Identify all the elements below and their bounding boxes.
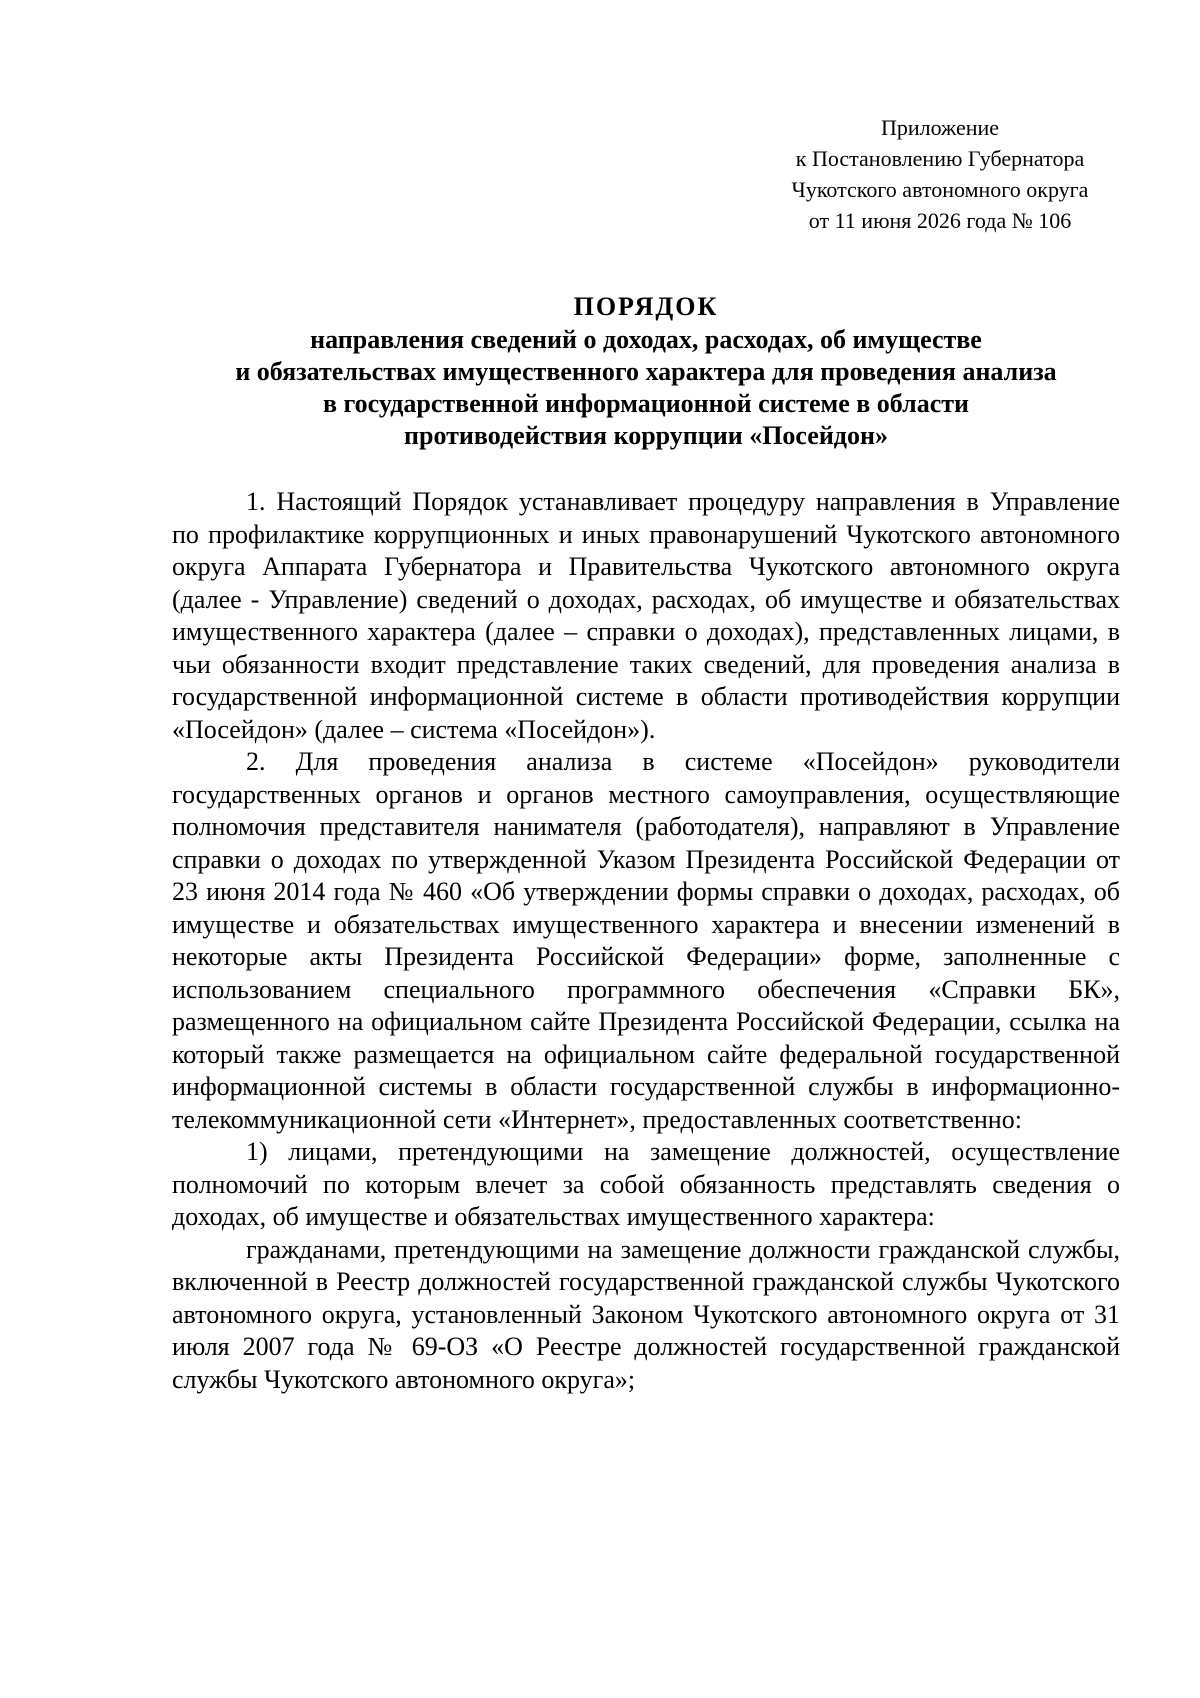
document-subtitle xyxy=(172,324,1120,452)
paragraph-2: 2. Для проведения анализа в системе «Посейдон» руководители государственных органов и органов местного самоуправления, осуществляющие полномочия представителя нанимателя (работодателя), направляют в Управление справки о доходах по утвержденной Указом Президента Российской Федерации от 23 июня 2014 года № 460 «Об утверждении формы справки о доходах, расходах, об имуществе и обязательствах имущественного характера и внесении изменений в некоторые акты Президента Российской Федерации» форме, заполненные с использованием специального программного обеспечения «Справки БК», размещенного на официальном сайте Президента Российской Федерации, ссылка на который также размещается на официальном сайте федеральной государственной информационной системы в области государственной службы в информационно-телекоммуникационной сети «Интернет», предоставленных соответственно: xyxy=(172,747,1120,1134)
document-title: ПОРЯДОК xyxy=(573,292,719,321)
appendix-resolution-ref: к Постановлению Губернатора xyxy=(795,146,1085,171)
appendix-date-number: от 11 июня 2026 года № 106 xyxy=(808,208,1072,233)
paragraph-1: 1. Настоящий Порядок устанавливает процедуру направления в Управление по профилактике коррупционных и иных правонарушений Чукотского автономного округа Аппарата Губернатора и Правительства Чукотского автономного округа (далее - Управление) сведений о доходах, расходах, об имуществе и обязательствах имущественного характера (далее – справки о доходах), представленных лицами, в чьи обязанности входит представление таких сведений, для проведения анализа в государственной информационной системе в области противодействия коррупции «Посейдон» (далее – система «Посейдон»). xyxy=(172,487,1120,744)
subtitle-line-1: направления сведений о доходах, расходах, об имуществе xyxy=(310,325,982,354)
appendix-label: Приложение xyxy=(880,115,1000,140)
title-block xyxy=(172,290,1120,452)
subtitle-line-4: противодействия коррупции «Посейдон» xyxy=(404,421,888,450)
subtitle-line-2: и обязательствах имущественного характера для проведения анализа xyxy=(235,357,1057,386)
paragraph-2-item-1-citizens: гражданами, претендующими на замещение должности гражданской службы, включенной в Реестр должностей государственной гражданской службы Чукотского автономного округа, установленный Законом Чукотского автономного округа от 31 июля 2007 года № 69-ОЗ «О Реестре должностей государственной гражданской службы Чукотского автономного округа»; xyxy=(172,1234,1120,1394)
document-body xyxy=(172,486,1120,1396)
subtitle-line-3: в государственной информационной системе в области xyxy=(322,389,970,418)
appendix-region: Чукотского автономного округа xyxy=(791,177,1089,202)
paragraph-2-item-1: 1) лицами, претендующими на замещение должностей, осуществление полномочий по которым влечет за собой обязанность представлять сведения о доходах, об имуществе и обязательствах имущественного характера: xyxy=(172,1137,1120,1231)
appendix-header xyxy=(760,112,1120,236)
